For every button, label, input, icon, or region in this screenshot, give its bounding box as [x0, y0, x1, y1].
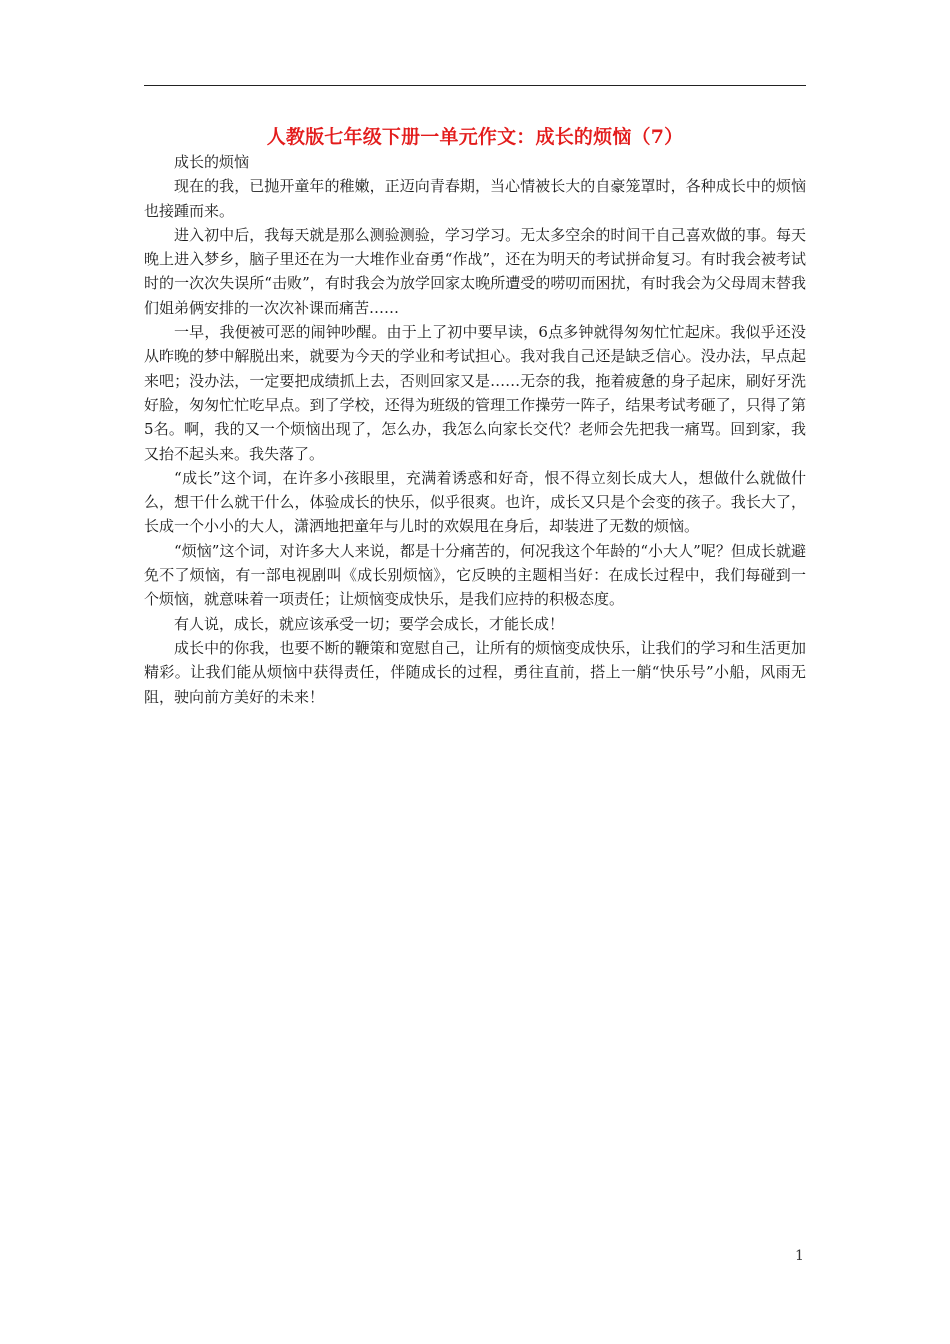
paragraph: 进入初中后，我每天就是那么测验测验，学习学习。无太多空余的时间干自己喜欢做的事。每天晚上进入梦乡，脑子里还在为一大堆作业奋勇“作战”，还在为明天的考试拼命复习。有时我会被考试时的一次次失误所“击败”，有时我会为放学回家太晚所遭受的唠叨而困扰，有时我会为父母周末替我们姐弟俩安排的一次次补课而痛苦…… [144, 225, 806, 317]
paragraph: 有人说，成长，就应该承受一切；要学会成长，才能长成！ [174, 614, 565, 633]
essay-subtitle: 成长的烦恼 [174, 153, 250, 171]
paragraph: “成长”这个词，在许多小孩眼里，充满着诱惑和好奇，恨不得立刻长成大人，想做什么就做什么，想干什么就干什么，体验成长的快乐，似乎很爽。也许，成长又只是个会变的孩子。我长大了，长成一个小小的大人，潇洒地把童年与儿时的欢娱甩在身后，却装进了无数的烦恼。 [144, 468, 806, 536]
paragraph: 现在的我，已抛开童年的稚嫩，正迈向青春期，当心情被长大的自豪笼罩时，各种成长中的烦恼也接踵而来。 [144, 177, 806, 220]
page-title: 人教版七年级下册一单元作文：成长的烦恼（7） [266, 126, 684, 148]
header-rule [144, 85, 806, 86]
paragraph: 一早，我便被可恶的闹钟吵醒。由于上了初中要早读，6点多钟就得匆匆忙忙起床。我似乎还没从昨晚的梦中解脱出来，就要为今天的学业和考试担心。我对我自己还是缺乏信心。没办法，早点起来吧；没办法，一定要把成绩抓上去，否则回家又是……无奈的我，拖着疲惫的身子起床，刷好牙洗好脸，匆匆忙忙吃早点。到了学校，还得为班级的管理工作操劳一阵子，结果考试考砸了，只得了第5名。啊，我的又一个烦恼出现了，怎么办，我怎么向家长交代？老师会先把我一痛骂。回到家，我又抬不起头来。我失落了。 [144, 323, 806, 463]
paragraph: “烦恼”这个词，对许多大人来说，都是十分痛苦的，何况我这个年龄的“小大人”呢？但成长就避免不了烦恼，有一部电视剧叫《成长别烦恼》，它反映的主题相当好：在成长过程中，我们每碰到一个烦恼，就意味着一项责任；让烦恼变成快乐，是我们应持的积极态度。 [144, 541, 806, 609]
page-number: 1 [795, 1248, 804, 1264]
paragraph: 成长中的你我，也要不断的鞭策和宽慰自己，让所有的烦恼变成快乐，让我们的学习和生活更加精彩。让我们能从烦恼中获得责任，伴随成长的过程，勇往直前，搭上一艄“快乐号”小船，风雨无阻，驶向前方美好的未来！ [144, 638, 806, 706]
essay-body [144, 150, 806, 709]
